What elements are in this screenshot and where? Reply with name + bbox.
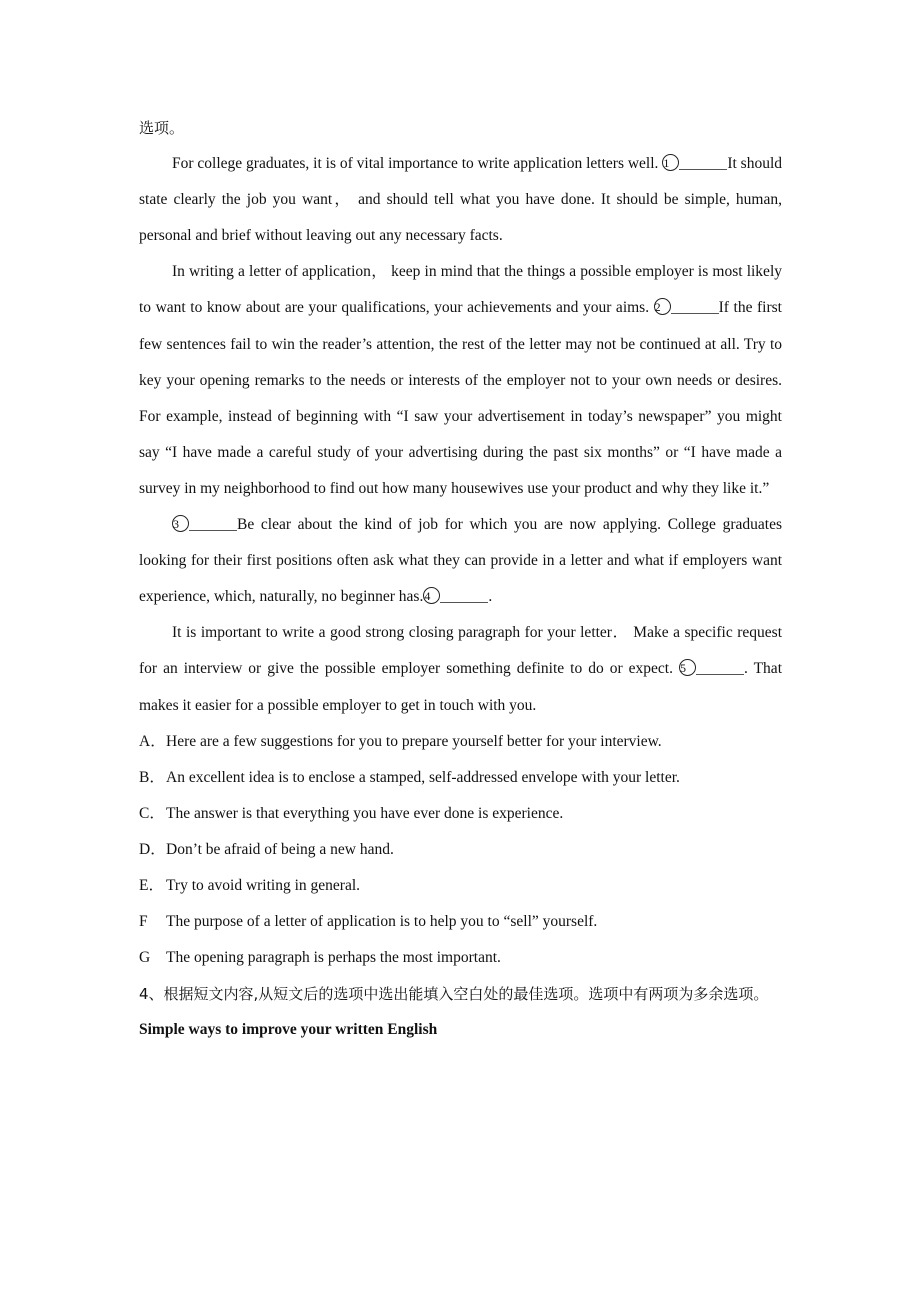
answer-blank-2[interactable] (671, 299, 719, 314)
option-g (139, 940, 782, 976)
paragraph-text: . That makes it easier for a possible employer to get in touch with you. (139, 660, 782, 714)
option-e (139, 868, 782, 904)
passage-paragraph-3 (139, 507, 782, 615)
option-b (139, 760, 782, 796)
option-letter: D． (139, 840, 166, 858)
answer-blank-3[interactable] (189, 516, 237, 531)
blank-number-5: 5 (679, 659, 696, 676)
paragraph-text: In writing a letter of application， keep in mind that the things a possible employer is most likely to want to know about are your qualifications, your achievements and your aims. (139, 263, 782, 317)
option-d (139, 832, 782, 868)
option-text: Here are a few suggestions for you to prepare yourself better for your interview. (166, 732, 662, 750)
option-letter: F (139, 913, 148, 931)
option-text: The opening paragraph is perhaps the most important. (166, 949, 501, 967)
option-text: Don’t be afraid of being a new hand. (166, 840, 394, 858)
blank-number-4: 4 (423, 587, 440, 604)
blank-number-1: 1 (662, 154, 679, 171)
option-f (139, 904, 782, 940)
passage-paragraph-1 (139, 146, 782, 254)
paragraph-text: Be clear about the kind of job for which you are now applying. College graduates looking for their first positions often ask what they can provide in a letter and what if employers want experience, which, naturally, no beginner has. (139, 516, 782, 606)
answer-blank-4[interactable] (440, 588, 488, 603)
option-letter: C． (139, 804, 165, 822)
option-letter: G (139, 949, 151, 967)
answer-blank-5[interactable] (696, 660, 744, 675)
option-text: The purpose of a letter of application is to help you to “sell” yourself. (166, 913, 598, 931)
option-text: An excellent idea is to enclose a stamped, self-addressed envelope with your letter. (166, 768, 680, 786)
paragraph-text: It should state clearly the job you want， and should tell what you have done. It should be simple, human, personal and brief without leaving out any necessary facts. (139, 155, 782, 245)
blank-number-2: 2 (654, 298, 671, 315)
passage-title: Simple ways to improve your written English (139, 1021, 438, 1039)
passage-paragraph-4 (139, 615, 782, 723)
document-page (139, 110, 782, 1048)
paragraph-text: . (488, 588, 493, 606)
passage-paragraph-2 (139, 254, 782, 507)
options-list (139, 724, 782, 977)
paragraph-text: If the first few sentences fail to win the reader’s attention, the rest of the letter may not be continued at all. Try to key your opening remarks to the needs or interests of the employer not to your own needs or desires. For example, instead of beginning with “I saw your advertisement in today’s newspaper” you might say “I have made a careful study of your advertising during the past six months” or “I have made a survey in my neighborhood to find out how many housewives use your product and why they like it.” (139, 299, 782, 497)
question-4-instruction: 4、根据短文内容,从短文后的选项中选出能填入空白处的最佳选项。选项中有两项为多余选项。 (139, 985, 769, 1004)
continuation-text: 选项。 (139, 119, 185, 137)
paragraph-text: It is important to write a good strong closing paragraph for your letter． Make a specific request for an interview or give the possible employer something definite to do or expect. (139, 624, 782, 678)
option-a (139, 724, 782, 760)
option-c (139, 796, 782, 832)
option-letter: E． (139, 876, 164, 894)
option-text: The answer is that everything you have ever done is experience. (166, 804, 564, 822)
option-letter: B． (139, 768, 165, 786)
blank-number-3: 3 (172, 515, 189, 532)
option-letter: A． (139, 732, 166, 750)
option-text: Try to avoid writing in general. (166, 876, 361, 894)
answer-blank-1[interactable] (679, 155, 727, 170)
paragraph-text: For college graduates, it is of vital importance to write application letters well. (172, 155, 663, 173)
